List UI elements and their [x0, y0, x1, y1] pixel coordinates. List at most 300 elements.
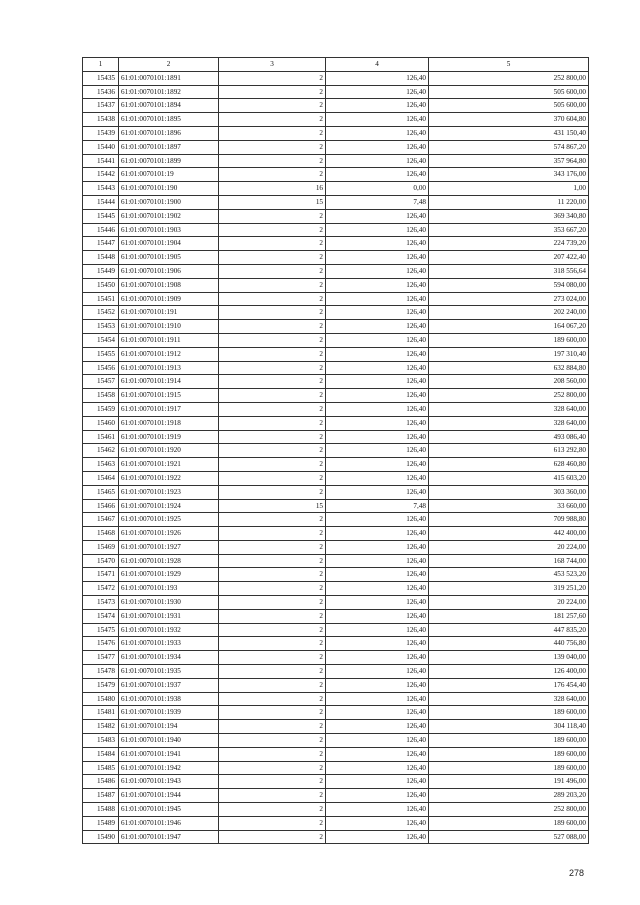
- table-row: [83, 499, 589, 513]
- cadastral-number-cell: 61:01:0070101:1927: [119, 540, 219, 554]
- cadastral-number-cell: 61:01:0070101:1940: [119, 734, 219, 748]
- rate-cell: 126,40: [326, 402, 429, 416]
- value-cell: 632 884,80: [429, 361, 589, 375]
- cadastral-number-cell: 61:01:0070101:1945: [119, 803, 219, 817]
- cadastral-number-cell: 61:01:0070101:1911: [119, 333, 219, 347]
- cadastral-number-cell: 61:01:0070101:1946: [119, 816, 219, 830]
- row-number-cell: 15442: [83, 168, 119, 182]
- table-row: [83, 182, 589, 196]
- cadastral-number-cell: 61:01:0070101:190: [119, 182, 219, 196]
- row-number-cell: 15447: [83, 237, 119, 251]
- rate-cell: 126,40: [326, 665, 429, 679]
- code-cell: 2: [219, 527, 326, 541]
- row-number-cell: 15461: [83, 430, 119, 444]
- code-cell: 2: [219, 734, 326, 748]
- table-row: [83, 168, 589, 182]
- value-cell: 357 964,80: [429, 154, 589, 168]
- rate-cell: 126,40: [326, 554, 429, 568]
- cadastral-number-cell: 61:01:0070101:1943: [119, 775, 219, 789]
- cadastral-number-cell: 61:01:0070101:1918: [119, 416, 219, 430]
- column-header-4: 4: [326, 58, 429, 72]
- rate-cell: 126,40: [326, 389, 429, 403]
- row-number-cell: 15438: [83, 113, 119, 127]
- value-cell: 709 988,80: [429, 513, 589, 527]
- rate-cell: 126,40: [326, 513, 429, 527]
- row-number-cell: 15479: [83, 678, 119, 692]
- registry-table-container: [82, 57, 588, 844]
- row-number-cell: 15472: [83, 582, 119, 596]
- row-number-cell: 15487: [83, 789, 119, 803]
- row-number-cell: 15475: [83, 623, 119, 637]
- rate-cell: 126,40: [326, 375, 429, 389]
- value-cell: 318 556,64: [429, 264, 589, 278]
- rate-cell: 126,40: [326, 540, 429, 554]
- row-number-cell: 15467: [83, 513, 119, 527]
- cadastral-number-cell: 61:01:0070101:1928: [119, 554, 219, 568]
- header-row: [83, 58, 589, 72]
- code-cell: 2: [219, 140, 326, 154]
- table-row: [83, 126, 589, 140]
- value-cell: 33 660,00: [429, 499, 589, 513]
- cadastral-number-cell: 61:01:0070101:1906: [119, 264, 219, 278]
- rate-cell: 126,40: [326, 278, 429, 292]
- rate-cell: 126,40: [326, 485, 429, 499]
- rate-cell: 126,40: [326, 692, 429, 706]
- rate-cell: 126,40: [326, 292, 429, 306]
- value-cell: 11 220,00: [429, 195, 589, 209]
- table-row: [83, 485, 589, 499]
- rate-cell: 126,40: [326, 596, 429, 610]
- table-row: [83, 706, 589, 720]
- rate-cell: 126,40: [326, 720, 429, 734]
- row-number-cell: 15481: [83, 706, 119, 720]
- table-row: [83, 264, 589, 278]
- cadastral-number-cell: 61:01:0070101:1942: [119, 761, 219, 775]
- cadastral-number-cell: 61:01:0070101:1921: [119, 458, 219, 472]
- row-number-cell: 15454: [83, 333, 119, 347]
- rate-cell: 126,40: [326, 85, 429, 99]
- cadastral-number-cell: 61:01:0070101:1905: [119, 251, 219, 265]
- rate-cell: 126,40: [326, 637, 429, 651]
- code-cell: 2: [219, 402, 326, 416]
- row-number-cell: 15483: [83, 734, 119, 748]
- row-number-cell: 15482: [83, 720, 119, 734]
- value-cell: 1,00: [429, 182, 589, 196]
- table-row: [83, 651, 589, 665]
- value-cell: 505 600,00: [429, 99, 589, 113]
- row-number-cell: 15469: [83, 540, 119, 554]
- cadastral-number-cell: 61:01:0070101:1941: [119, 747, 219, 761]
- row-number-cell: 15476: [83, 637, 119, 651]
- rate-cell: 126,40: [326, 154, 429, 168]
- table-row: [83, 582, 589, 596]
- value-cell: 176 454,40: [429, 678, 589, 692]
- cadastral-number-cell: 61:01:0070101:1929: [119, 568, 219, 582]
- row-number-cell: 15471: [83, 568, 119, 582]
- cadastral-number-cell: 61:01:0070101:1937: [119, 678, 219, 692]
- cadastral-number-cell: 61:01:0070101:1897: [119, 140, 219, 154]
- row-number-cell: 15466: [83, 499, 119, 513]
- cadastral-number-cell: 61:01:0070101:1923: [119, 485, 219, 499]
- rate-cell: 126,40: [326, 251, 429, 265]
- row-number-cell: 15441: [83, 154, 119, 168]
- rate-cell: 126,40: [326, 126, 429, 140]
- code-cell: 2: [219, 747, 326, 761]
- table-row: [83, 140, 589, 154]
- value-cell: 168 744,00: [429, 554, 589, 568]
- cadastral-number-cell: 61:01:0070101:19: [119, 168, 219, 182]
- table-body: [83, 71, 589, 844]
- table-row: [83, 747, 589, 761]
- code-cell: 2: [219, 85, 326, 99]
- cadastral-number-cell: 61:01:0070101:1931: [119, 609, 219, 623]
- rate-cell: 126,40: [326, 347, 429, 361]
- cadastral-number-cell: 61:01:0070101:191: [119, 306, 219, 320]
- value-cell: 20 224,00: [429, 596, 589, 610]
- code-cell: 2: [219, 458, 326, 472]
- table-row: [83, 623, 589, 637]
- row-number-cell: 15460: [83, 416, 119, 430]
- cadastral-number-cell: 61:01:0070101:1915: [119, 389, 219, 403]
- table-row: [83, 292, 589, 306]
- column-header-3: 3: [219, 58, 326, 72]
- cadastral-number-cell: 61:01:0070101:1935: [119, 665, 219, 679]
- code-cell: 2: [219, 113, 326, 127]
- row-number-cell: 15488: [83, 803, 119, 817]
- code-cell: 2: [219, 347, 326, 361]
- code-cell: 2: [219, 596, 326, 610]
- value-cell: 164 067,20: [429, 320, 589, 334]
- row-number-cell: 15436: [83, 85, 119, 99]
- value-cell: 189 600,00: [429, 333, 589, 347]
- rate-cell: 126,40: [326, 830, 429, 844]
- row-number-cell: 15468: [83, 527, 119, 541]
- row-number-cell: 15457: [83, 375, 119, 389]
- row-number-cell: 15489: [83, 816, 119, 830]
- rate-cell: 126,40: [326, 527, 429, 541]
- value-cell: 440 756,80: [429, 637, 589, 651]
- rate-cell: 126,40: [326, 306, 429, 320]
- value-cell: 208 560,00: [429, 375, 589, 389]
- code-cell: 2: [219, 99, 326, 113]
- rate-cell: 126,40: [326, 623, 429, 637]
- value-cell: 328 640,00: [429, 692, 589, 706]
- value-cell: 252 800,00: [429, 389, 589, 403]
- value-cell: 613 292,80: [429, 444, 589, 458]
- code-cell: 2: [219, 168, 326, 182]
- code-cell: 2: [219, 830, 326, 844]
- rate-cell: 126,40: [326, 816, 429, 830]
- value-cell: 191 496,00: [429, 775, 589, 789]
- code-cell: 2: [219, 706, 326, 720]
- table-row: [83, 375, 589, 389]
- rate-cell: 126,40: [326, 651, 429, 665]
- value-cell: 369 340,80: [429, 209, 589, 223]
- cadastral-number-cell: 61:01:0070101:1944: [119, 789, 219, 803]
- code-cell: 2: [219, 789, 326, 803]
- cadastral-number-cell: 61:01:0070101:1926: [119, 527, 219, 541]
- rate-cell: 126,40: [326, 320, 429, 334]
- table-row: [83, 471, 589, 485]
- rate-cell: 126,40: [326, 237, 429, 251]
- cadastral-number-cell: 61:01:0070101:194: [119, 720, 219, 734]
- code-cell: 2: [219, 540, 326, 554]
- table-row: [83, 568, 589, 582]
- table-row: [83, 361, 589, 375]
- code-cell: 2: [219, 251, 326, 265]
- code-cell: 2: [219, 609, 326, 623]
- row-number-cell: 15439: [83, 126, 119, 140]
- value-cell: 328 640,00: [429, 416, 589, 430]
- rate-cell: 126,40: [326, 789, 429, 803]
- rate-cell: 126,40: [326, 113, 429, 127]
- code-cell: 2: [219, 209, 326, 223]
- value-cell: 431 150,40: [429, 126, 589, 140]
- table-row: [83, 830, 589, 844]
- table-row: [83, 527, 589, 541]
- code-cell: 2: [219, 554, 326, 568]
- row-number-cell: 15480: [83, 692, 119, 706]
- cadastral-number-cell: 61:01:0070101:193: [119, 582, 219, 596]
- table-row: [83, 389, 589, 403]
- table-row: [83, 789, 589, 803]
- code-cell: 2: [219, 333, 326, 347]
- code-cell: 2: [219, 637, 326, 651]
- code-cell: 2: [219, 361, 326, 375]
- code-cell: 16: [219, 182, 326, 196]
- row-number-cell: 15465: [83, 485, 119, 499]
- cadastral-number-cell: 61:01:0070101:1896: [119, 126, 219, 140]
- value-cell: 289 203,20: [429, 789, 589, 803]
- rate-cell: 126,40: [326, 361, 429, 375]
- table-row: [83, 320, 589, 334]
- table-row: [83, 458, 589, 472]
- value-cell: 319 251,20: [429, 582, 589, 596]
- value-cell: 527 088,00: [429, 830, 589, 844]
- table-row: [83, 720, 589, 734]
- value-cell: 442 400,00: [429, 527, 589, 541]
- rate-cell: 126,40: [326, 775, 429, 789]
- cadastral-number-cell: 61:01:0070101:1910: [119, 320, 219, 334]
- rate-cell: 0,00: [326, 182, 429, 196]
- row-number-cell: 15463: [83, 458, 119, 472]
- table-row: [83, 430, 589, 444]
- cadastral-number-cell: 61:01:0070101:1908: [119, 278, 219, 292]
- value-cell: 594 080,00: [429, 278, 589, 292]
- rate-cell: 126,40: [326, 416, 429, 430]
- value-cell: 415 603,20: [429, 471, 589, 485]
- rate-cell: 126,40: [326, 678, 429, 692]
- table-row: [83, 71, 589, 85]
- table-row: [83, 803, 589, 817]
- code-cell: 2: [219, 678, 326, 692]
- rate-cell: 126,40: [326, 444, 429, 458]
- rate-cell: 126,40: [326, 430, 429, 444]
- code-cell: 2: [219, 264, 326, 278]
- cadastral-number-cell: 61:01:0070101:1895: [119, 113, 219, 127]
- cadastral-number-cell: 61:01:0070101:1932: [119, 623, 219, 637]
- value-cell: 273 024,00: [429, 292, 589, 306]
- cadastral-number-cell: 61:01:0070101:1917: [119, 402, 219, 416]
- value-cell: 628 460,80: [429, 458, 589, 472]
- table-row: [83, 609, 589, 623]
- rate-cell: 126,40: [326, 333, 429, 347]
- table-row: [83, 333, 589, 347]
- table-row: [83, 513, 589, 527]
- row-number-cell: 15459: [83, 402, 119, 416]
- table-row: [83, 637, 589, 651]
- table-row: [83, 85, 589, 99]
- value-cell: 202 240,00: [429, 306, 589, 320]
- cadastral-number-cell: 61:01:0070101:1930: [119, 596, 219, 610]
- row-number-cell: 15490: [83, 830, 119, 844]
- code-cell: 2: [219, 223, 326, 237]
- cadastral-number-cell: 61:01:0070101:1900: [119, 195, 219, 209]
- table-row: [83, 416, 589, 430]
- code-cell: 2: [219, 430, 326, 444]
- table-row: [83, 734, 589, 748]
- code-cell: 2: [219, 154, 326, 168]
- row-number-cell: 15452: [83, 306, 119, 320]
- value-cell: 207 422,40: [429, 251, 589, 265]
- value-cell: 304 118,40: [429, 720, 589, 734]
- cadastral-number-cell: 61:01:0070101:1938: [119, 692, 219, 706]
- row-number-cell: 15449: [83, 264, 119, 278]
- value-cell: 189 600,00: [429, 734, 589, 748]
- table-row: [83, 278, 589, 292]
- code-cell: 2: [219, 665, 326, 679]
- value-cell: 447 835,20: [429, 623, 589, 637]
- value-cell: 303 360,00: [429, 485, 589, 499]
- table-row: [83, 692, 589, 706]
- row-number-cell: 15451: [83, 292, 119, 306]
- rate-cell: 126,40: [326, 706, 429, 720]
- cadastral-number-cell: 61:01:0070101:1925: [119, 513, 219, 527]
- code-cell: 2: [219, 692, 326, 706]
- value-cell: 574 867,20: [429, 140, 589, 154]
- row-number-cell: 15450: [83, 278, 119, 292]
- value-cell: 328 640,00: [429, 402, 589, 416]
- code-cell: 2: [219, 71, 326, 85]
- table-row: [83, 223, 589, 237]
- table-row: [83, 237, 589, 251]
- cadastral-number-cell: 61:01:0070101:1924: [119, 499, 219, 513]
- code-cell: 2: [219, 568, 326, 582]
- value-cell: 181 257,60: [429, 609, 589, 623]
- cadastral-number-cell: 61:01:0070101:1919: [119, 430, 219, 444]
- row-number-cell: 15440: [83, 140, 119, 154]
- value-cell: 139 040,00: [429, 651, 589, 665]
- table-row: [83, 402, 589, 416]
- value-cell: 505 600,00: [429, 85, 589, 99]
- table-row: [83, 596, 589, 610]
- row-number-cell: 15445: [83, 209, 119, 223]
- rate-cell: 126,40: [326, 803, 429, 817]
- cadastral-number-cell: 61:01:0070101:1920: [119, 444, 219, 458]
- row-number-cell: 15485: [83, 761, 119, 775]
- table-row: [83, 678, 589, 692]
- cadastral-number-cell: 61:01:0070101:1922: [119, 471, 219, 485]
- code-cell: 2: [219, 444, 326, 458]
- value-cell: 252 800,00: [429, 803, 589, 817]
- rate-cell: 7,48: [326, 499, 429, 513]
- cadastral-number-cell: 61:01:0070101:1902: [119, 209, 219, 223]
- table-row: [83, 816, 589, 830]
- value-cell: 197 310,40: [429, 347, 589, 361]
- value-cell: 353 667,20: [429, 223, 589, 237]
- rate-cell: 126,40: [326, 609, 429, 623]
- row-number-cell: 15444: [83, 195, 119, 209]
- row-number-cell: 15446: [83, 223, 119, 237]
- code-cell: 2: [219, 306, 326, 320]
- registry-table: [82, 57, 589, 844]
- row-number-cell: 15474: [83, 609, 119, 623]
- cadastral-number-cell: 61:01:0070101:1899: [119, 154, 219, 168]
- code-cell: 2: [219, 471, 326, 485]
- value-cell: 224 739,20: [429, 237, 589, 251]
- value-cell: 189 600,00: [429, 747, 589, 761]
- cadastral-number-cell: 61:01:0070101:1947: [119, 830, 219, 844]
- row-number-cell: 15437: [83, 99, 119, 113]
- value-cell: 189 600,00: [429, 706, 589, 720]
- row-number-cell: 15478: [83, 665, 119, 679]
- rate-cell: 126,40: [326, 734, 429, 748]
- rate-cell: 126,40: [326, 140, 429, 154]
- page-number: 278: [568, 868, 584, 878]
- cadastral-number-cell: 61:01:0070101:1909: [119, 292, 219, 306]
- cadastral-number-cell: 61:01:0070101:1903: [119, 223, 219, 237]
- code-cell: 2: [219, 623, 326, 637]
- rate-cell: 126,40: [326, 471, 429, 485]
- table-row: [83, 99, 589, 113]
- row-number-cell: 15456: [83, 361, 119, 375]
- cadastral-number-cell: 61:01:0070101:1939: [119, 706, 219, 720]
- rate-cell: 126,40: [326, 568, 429, 582]
- row-number-cell: 15464: [83, 471, 119, 485]
- row-number-cell: 15448: [83, 251, 119, 265]
- table-row: [83, 251, 589, 265]
- row-number-cell: 15453: [83, 320, 119, 334]
- code-cell: 2: [219, 513, 326, 527]
- code-cell: 2: [219, 375, 326, 389]
- cadastral-number-cell: 61:01:0070101:1914: [119, 375, 219, 389]
- row-number-cell: 15473: [83, 596, 119, 610]
- table-row: [83, 195, 589, 209]
- table-row: [83, 113, 589, 127]
- code-cell: 2: [219, 389, 326, 403]
- rate-cell: 126,40: [326, 264, 429, 278]
- code-cell: 15: [219, 499, 326, 513]
- table-row: [83, 154, 589, 168]
- code-cell: 15: [219, 195, 326, 209]
- column-header-5: 5: [429, 58, 589, 72]
- row-number-cell: 15484: [83, 747, 119, 761]
- table-header: [83, 58, 589, 72]
- rate-cell: 126,40: [326, 458, 429, 472]
- table-row: [83, 665, 589, 679]
- value-cell: 370 604,80: [429, 113, 589, 127]
- code-cell: 2: [219, 320, 326, 334]
- row-number-cell: 15470: [83, 554, 119, 568]
- code-cell: 2: [219, 775, 326, 789]
- table-row: [83, 444, 589, 458]
- value-cell: 493 086,40: [429, 430, 589, 444]
- rate-cell: 126,40: [326, 99, 429, 113]
- cadastral-number-cell: 61:01:0070101:1904: [119, 237, 219, 251]
- rate-cell: 126,40: [326, 582, 429, 596]
- value-cell: 189 600,00: [429, 816, 589, 830]
- value-cell: 20 224,00: [429, 540, 589, 554]
